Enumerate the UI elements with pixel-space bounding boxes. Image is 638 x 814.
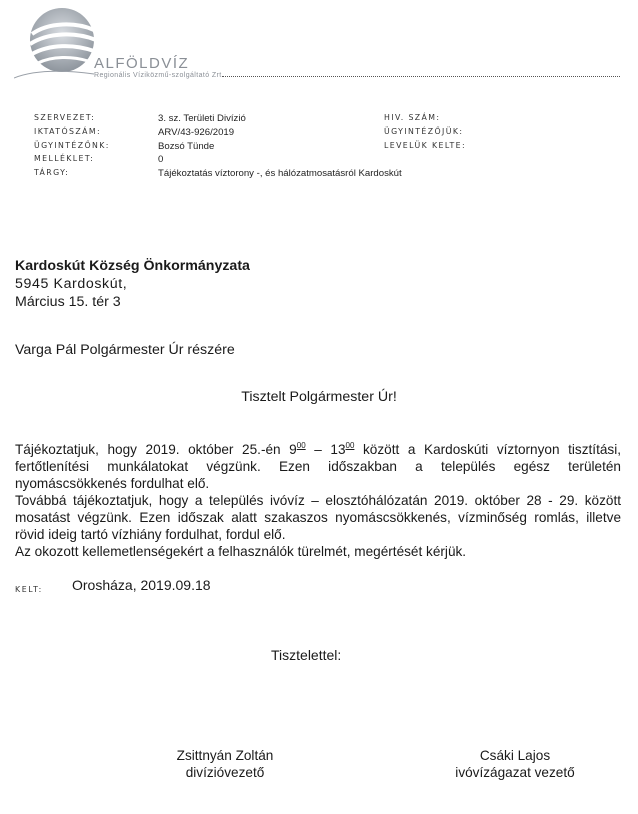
signature-right <box>445 747 585 781</box>
meta-right-label: HIV. SZÁM: <box>384 113 441 122</box>
body-paragraph-3: Az okozott kellemetlenségekért a felhasználók türelmét, megértését kérjük. <box>15 544 467 559</box>
recipient-street: Március 15. tér 3 <box>15 294 121 310</box>
body-text-segment: között a Kardoskúti víztornyon tisztítási, fertőtlenítési munkálatokat végzünk. Ezen időszakban a település egész területén nyomáscsökkenés fordulhat elő. <box>15 442 621 491</box>
recipient-city: 5945 Kardoskút, <box>15 276 128 292</box>
signer-title: divízióvezető <box>185 765 265 780</box>
meta-row <box>34 141 624 155</box>
meta-block <box>34 113 624 182</box>
meta-value: Tájékoztatás víztorony -, és hálózatmosatásról Kardoskút <box>158 168 402 180</box>
meta-row <box>34 168 624 182</box>
signer-title: ivóvízágazat vezető <box>455 765 575 780</box>
closing: Tisztelettel: <box>271 647 342 663</box>
time-superscript: 00 <box>345 441 355 450</box>
meta-row <box>34 113 624 127</box>
meta-right-label: ÜGYINTÉZŐJÜK: <box>384 126 464 136</box>
body-text-segment: – 13 <box>305 442 346 457</box>
letter-body <box>15 437 621 560</box>
body-text-segment: Tájékoztatjuk, hogy 2019. október 25.-én 9 <box>15 442 297 457</box>
date-label: KELT: <box>15 585 43 594</box>
signature-left <box>155 747 295 781</box>
date-line <box>15 577 211 595</box>
meta-label: SZERVEZET: <box>34 113 96 122</box>
date-value: Orosháza, 2019.09.18 <box>72 577 211 593</box>
meta-row <box>34 154 624 168</box>
meta-row <box>34 127 624 141</box>
meta-label: MELLÉKLET: <box>34 154 95 164</box>
signer-name: Zsittnyán Zoltán <box>176 748 274 763</box>
meta-label: TÁRGY: <box>34 168 70 178</box>
meta-label: ÜGYINTÉZŐNK: <box>34 140 110 150</box>
header-divider <box>222 76 620 77</box>
meta-value: 0 <box>158 154 164 166</box>
body-paragraph-1 <box>15 437 621 492</box>
body-paragraph-2: Továbbá tájékoztatjuk, hogy a település ivóvíz – elosztóhálózatán 2019. október 28 - 29. között mosatást végzünk. Ezen időszak alatt szakaszos nyomáscsökkenés, vízminőség romlás, illetve rövid ideig tartó vízhiány fordulhat, fordul elő. <box>15 493 621 542</box>
recipient-org: Kardoskút Község Önkormányzata <box>15 258 250 274</box>
meta-value: Bozsó Tünde <box>158 140 215 152</box>
brand-name: ALFÖLDVÍZ <box>94 55 190 72</box>
meta-value: ARV/43-926/2019 <box>158 126 235 138</box>
meta-label: IKTATÓSZÁM: <box>34 126 101 136</box>
brand-tagline: Regionális Víziközmű-szolgáltató Zrt. <box>94 72 224 79</box>
attention-line: Varga Pál Polgármester Úr részére <box>15 342 235 358</box>
salutation: Tisztelt Polgármester Úr! <box>241 389 397 405</box>
signer-name: Csáki Lajos <box>479 748 551 763</box>
meta-right-label: LEVELÜK KELTE: <box>384 140 467 150</box>
meta-value: 3. sz. Területi Divízió <box>158 113 246 124</box>
recipient-address <box>15 257 250 311</box>
time-superscript: 00 <box>296 441 306 450</box>
